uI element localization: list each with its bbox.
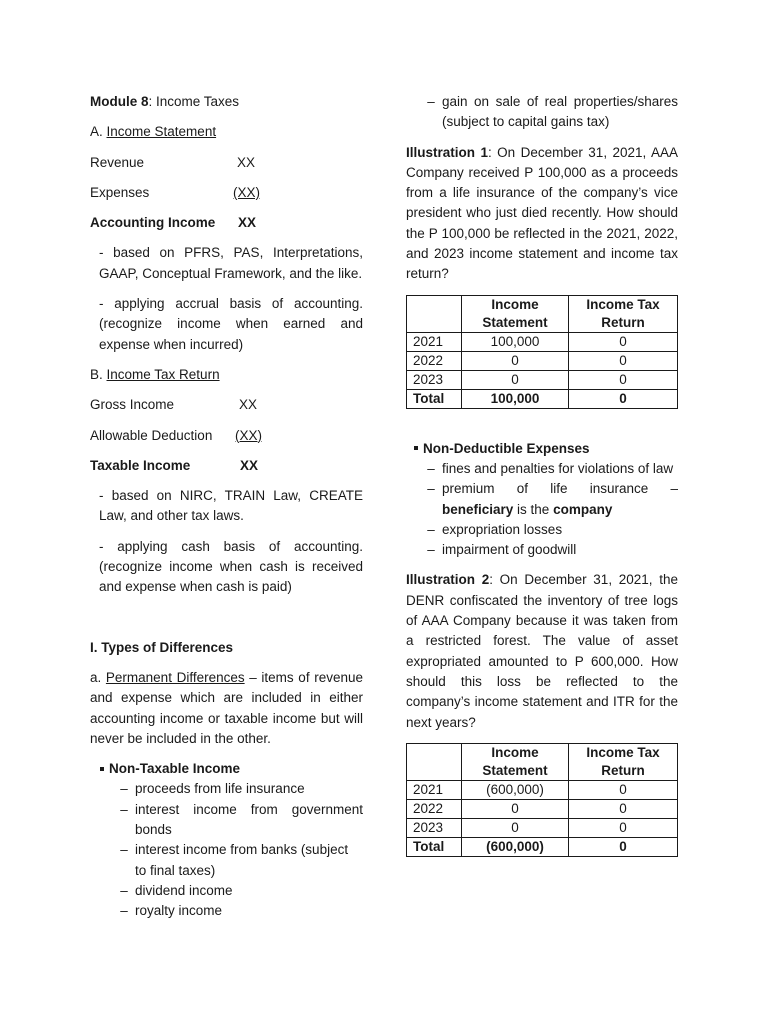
- non-taxable-list: [90, 779, 363, 921]
- section-b-title: Income Tax Return: [106, 366, 220, 382]
- table-row: [407, 799, 678, 818]
- list-item-text: proceeds from life insurance: [135, 781, 305, 797]
- year-cell: Total: [407, 389, 462, 408]
- square-bullet-icon: [100, 767, 104, 771]
- list-item-bold-company: company: [553, 501, 613, 517]
- list-item: [113, 881, 363, 901]
- illustration-2-label: Illustration 2: [406, 572, 490, 588]
- right-column: [406, 92, 678, 857]
- list-item-text: dividend income: [135, 882, 233, 898]
- list-item: [420, 540, 678, 560]
- dash-bullet: –: [427, 521, 435, 537]
- revenue-value: XX: [237, 154, 256, 170]
- non-deductible-heading-text: Non-Deductible Expenses: [423, 440, 590, 456]
- list-item: [420, 459, 678, 479]
- year-cell: 2021: [407, 332, 462, 351]
- table-header-blank: [407, 295, 462, 332]
- module-title: : Income Taxes: [148, 94, 240, 109]
- square-bullet-icon: [414, 446, 418, 450]
- permanent-differences-text: – items of revenue and expense which are included in either accounting income or taxable income but will never be included in the other.: [90, 669, 363, 746]
- itr-cell: 0: [569, 370, 678, 389]
- itr-cell: 0: [569, 837, 678, 856]
- table-header-income-tax-return: Income Tax Return: [569, 743, 678, 780]
- dash-bullet: –: [120, 882, 128, 898]
- itr-cell: 0: [569, 332, 678, 351]
- module-heading: [90, 92, 363, 112]
- dash-bullet: –: [427, 94, 435, 109]
- allowable-deduction-row: [90, 426, 363, 446]
- list-item-text: expropriation losses: [442, 521, 563, 537]
- list-item-text-part: is the: [513, 501, 554, 517]
- section-a-note-2: - applying accrual basis of accounting. (recognize income when earned and expense when incurred): [99, 296, 363, 352]
- module-label: Module 8: [90, 94, 149, 109]
- itr-cell: 0: [569, 780, 678, 799]
- list-item-text: interest income from banks (subject to final taxes): [135, 842, 349, 878]
- section-a-title: Income Statement: [106, 124, 217, 140]
- expenses-row: [90, 183, 363, 203]
- itr-cell: 0: [569, 818, 678, 837]
- table-row: [407, 351, 678, 370]
- table-row: [407, 370, 678, 389]
- table-header-income-statement: Income Statement: [462, 295, 569, 332]
- year-cell: 2023: [407, 370, 462, 389]
- non-deductible-list: [406, 459, 678, 560]
- non-taxable-heading-text: Non-Taxable Income: [109, 761, 241, 777]
- income-statement-cell: 0: [462, 351, 569, 370]
- section-b-prefix: B.: [90, 366, 107, 382]
- dash-bullet: –: [427, 481, 435, 497]
- list-item: [420, 479, 678, 520]
- section-a-heading: [90, 122, 363, 142]
- left-column: [90, 92, 363, 922]
- list-item-text: impairment of goodwill: [442, 542, 577, 558]
- list-item-bold-beneficiary: beneficiary: [442, 501, 514, 517]
- year-cell: 2021: [407, 780, 462, 799]
- itr-cell: 0: [569, 799, 678, 818]
- income-statement-cell: 0: [462, 799, 569, 818]
- table-row: [407, 818, 678, 837]
- illustration-1-text: : On December 31, 2021, AAA Company received P 100,000 as a proceeds from a life insurance of the company’s vice president who just died recently. How should the P 100,000 be reflected in the 2021, 2022, and 2023 income statement and income tax return?: [406, 144, 678, 282]
- non-taxable-heading: [90, 759, 363, 779]
- table-header-row: [407, 743, 678, 780]
- year-cell: Total: [407, 837, 462, 856]
- permanent-differences-definition: [90, 668, 363, 749]
- table-total-row: [407, 837, 678, 856]
- revenue-label: Revenue: [90, 154, 145, 170]
- illustration-1-table: [406, 295, 678, 409]
- itr-cell: 0: [569, 389, 678, 408]
- table-header-income-tax-return: Income Tax Return: [569, 295, 678, 332]
- types-heading: I. Types of Differences: [90, 639, 234, 655]
- gross-income-row: [90, 395, 363, 415]
- gross-income-label: Gross Income: [90, 397, 175, 413]
- list-item: [113, 901, 363, 921]
- section-a-prefix: A.: [90, 124, 107, 140]
- list-item: [113, 779, 363, 799]
- income-statement-cell: (600,000): [462, 780, 569, 799]
- income-statement-cell: (600,000): [462, 837, 569, 856]
- list-item-text-part: premium of life insurance –: [442, 481, 678, 497]
- accounting-income-label: Accounting Income: [90, 215, 216, 231]
- table-header-income-statement: Income Statement: [462, 743, 569, 780]
- list-item-text: royalty income: [135, 903, 223, 919]
- section-b-heading: [90, 365, 363, 385]
- illustration-2-table: [406, 743, 678, 857]
- taxable-income-row: [90, 456, 363, 476]
- year-cell: 2022: [407, 799, 462, 818]
- accounting-income-row: [90, 213, 363, 233]
- table-row: [407, 780, 678, 799]
- table-row: [407, 332, 678, 351]
- illustration-1: [406, 143, 678, 285]
- section-b-note-1: - based on NIRC, TRAIN Law, CREATE Law, and other tax laws.: [99, 488, 363, 524]
- dash-bullet: –: [120, 903, 128, 919]
- taxable-income-value: XX: [240, 457, 259, 473]
- list-item-text: gain on sale of real properties/shares (subject to capital gains tax): [442, 94, 678, 130]
- dash-bullet: –: [120, 801, 128, 817]
- section-b-note-2: - applying cash basis of accounting. (recognize income when cash is received and expense when cash is paid): [99, 538, 363, 595]
- list-item-text: [442, 479, 678, 520]
- list-item: [420, 520, 678, 540]
- dash-bullet: –: [427, 542, 435, 558]
- table-total-row: [407, 389, 678, 408]
- illustration-2-text: : On December 31, 2021, the DENR confiscated the inventory of tree logs of AAA Company because it was taken from a restricted forest. The value of asset expropriated amounted to P 600,000. How should this loss be reflected to the company’s income statement and ITR for the next years?: [406, 572, 678, 730]
- illustration-1-label: Illustration 1: [406, 144, 488, 160]
- allowable-deduction-label: Allowable Deduction: [90, 427, 213, 443]
- list-item-text: interest income from government bonds: [135, 801, 363, 838]
- itr-cell: 0: [569, 351, 678, 370]
- table-header-row: [407, 295, 678, 332]
- list-item: [113, 800, 363, 841]
- table-header-blank: [407, 743, 462, 780]
- allowable-deduction-value: (XX): [235, 427, 262, 443]
- income-statement-cell: 0: [462, 818, 569, 837]
- illustration-2: [406, 570, 678, 732]
- expenses-label: Expenses: [90, 184, 150, 200]
- list-item-text: fines and penalties for violations of law: [442, 460, 674, 476]
- accounting-income-value: XX: [238, 215, 257, 231]
- dash-bullet: –: [120, 842, 128, 858]
- revenue-row: [90, 153, 363, 173]
- permanent-differences-prefix: a.: [90, 669, 106, 685]
- income-statement-cell: 100,000: [462, 389, 569, 408]
- taxable-income-label: Taxable Income: [90, 457, 191, 473]
- section-a-note-1: - based on PFRS, PAS, Interpretations, GAAP, Conceptual Framework, and the like.: [99, 245, 363, 281]
- dash-bullet: –: [427, 460, 435, 476]
- dash-bullet: –: [120, 781, 128, 797]
- income-statement-cell: 100,000: [462, 332, 569, 351]
- gross-income-value: XX: [239, 397, 258, 413]
- year-cell: 2023: [407, 818, 462, 837]
- expenses-value: (XX): [233, 184, 260, 200]
- list-item: [406, 92, 678, 133]
- income-statement-cell: 0: [462, 370, 569, 389]
- list-item: [113, 840, 363, 881]
- permanent-differences-term: Permanent Differences: [105, 669, 245, 685]
- year-cell: 2022: [407, 351, 462, 370]
- non-deductible-heading: [406, 439, 678, 459]
